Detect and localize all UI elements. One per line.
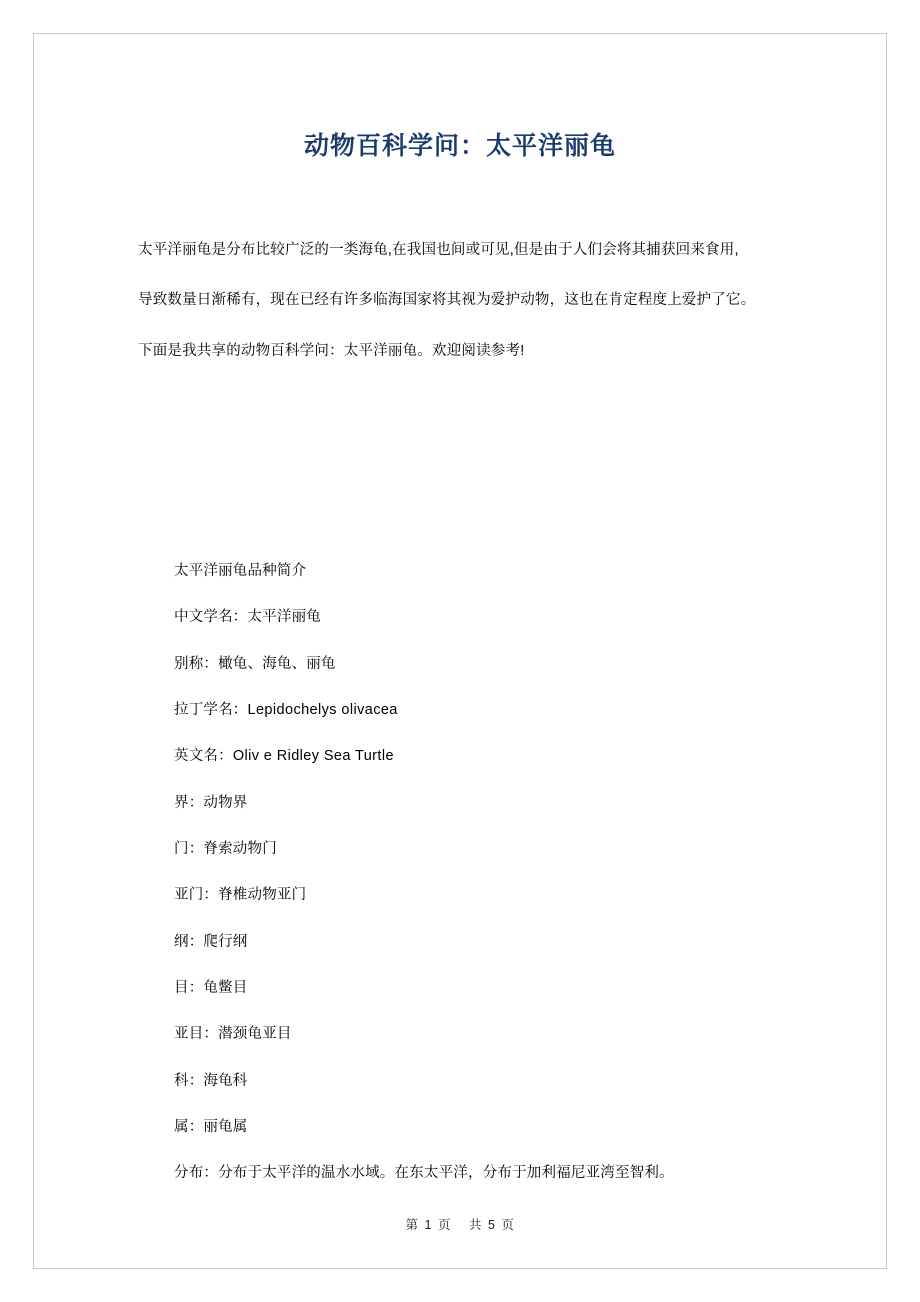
footer-total-unit: 页 <box>501 1218 515 1232</box>
spec-value: 丽龟属 <box>203 1119 248 1136</box>
spec-row-latin-name <box>174 701 834 720</box>
footer-page-number: 1 <box>424 1218 433 1232</box>
footer-total-number: 5 <box>487 1218 496 1232</box>
spec-label: 英文名： <box>174 748 233 765</box>
spec-row-class <box>174 933 834 952</box>
spec-label: 亚目： <box>174 1026 219 1043</box>
spec-row-family <box>174 1072 834 1091</box>
spec-row-suborder <box>174 1025 834 1044</box>
page-content <box>34 34 886 1268</box>
footer-page-prefix: 第 <box>405 1218 419 1232</box>
page-footer <box>34 1215 886 1233</box>
intro-paragraphs <box>138 239 798 388</box>
spec-row-phylum <box>174 840 834 859</box>
page-title: 动物百科学问：太平洋丽龟 <box>303 132 616 160</box>
intro-paragraph: 导致数量日渐稀有，现在已经有许多临海国家将其视为爱护动物，这也在肯定程度上爱护了它。 <box>138 292 756 309</box>
footer-page-unit: 页 <box>438 1218 452 1232</box>
spec-label: 分布： <box>174 1165 219 1182</box>
spec-row-alias <box>174 655 834 674</box>
spec-label: 属： <box>174 1119 204 1136</box>
spec-value: 海龟科 <box>203 1072 248 1089</box>
spec-row-distribution <box>174 1164 834 1183</box>
footer-total-prefix: 共 <box>468 1218 482 1232</box>
spec-row-subphylum <box>174 886 834 905</box>
spec-value: 龟鳖目 <box>203 980 248 997</box>
spec-value: 爬行纲 <box>203 933 248 950</box>
spec-label: 目： <box>174 980 204 997</box>
spec-value: 分布于太平洋的温水水域。在东太平洋，分布于加利福尼亚湾至智利。 <box>218 1165 674 1182</box>
spec-row-kingdom <box>174 794 834 813</box>
species-spec-list <box>174 562 834 1211</box>
spec-value: 太平洋丽龟 <box>247 609 321 626</box>
spec-row-english-name <box>174 747 834 766</box>
spec-label: 纲： <box>174 933 204 950</box>
spec-row-chinese-name <box>174 608 834 627</box>
intro-paragraph: 下面是我共享的动物百科学问：太平洋丽龟。欢迎阅读参考! <box>138 342 525 359</box>
spec-row-order <box>174 979 834 998</box>
spec-value: 动物界 <box>203 794 248 811</box>
section-heading: 太平洋丽龟品种简介 <box>174 563 307 579</box>
spec-label: 界： <box>174 794 204 811</box>
spec-label: 门： <box>174 841 204 858</box>
intro-paragraph: 太平洋丽龟是分布比较广泛的一类海龟,在我国也间或可见,但是由于人们会将其捕获回来食用, <box>138 242 739 258</box>
spec-row-genus <box>174 1118 834 1137</box>
spec-label: 科： <box>174 1072 204 1089</box>
spec-label: 别称： <box>174 655 219 672</box>
spec-value: 潜颈龟亚目 <box>218 1026 292 1043</box>
spec-label: 拉丁学名： <box>174 702 248 719</box>
spec-value: Lepidochelys olivacea <box>247 702 398 719</box>
spec-value: Oliv e Ridley Sea Turtle <box>232 748 394 765</box>
spec-value: 脊椎动物亚门 <box>218 887 307 904</box>
spec-value: 脊索动物门 <box>203 841 277 858</box>
spec-value: 橄龟、海龟、丽龟 <box>218 655 336 672</box>
spec-label: 亚门： <box>174 887 219 904</box>
spec-label: 中文学名： <box>174 609 248 626</box>
